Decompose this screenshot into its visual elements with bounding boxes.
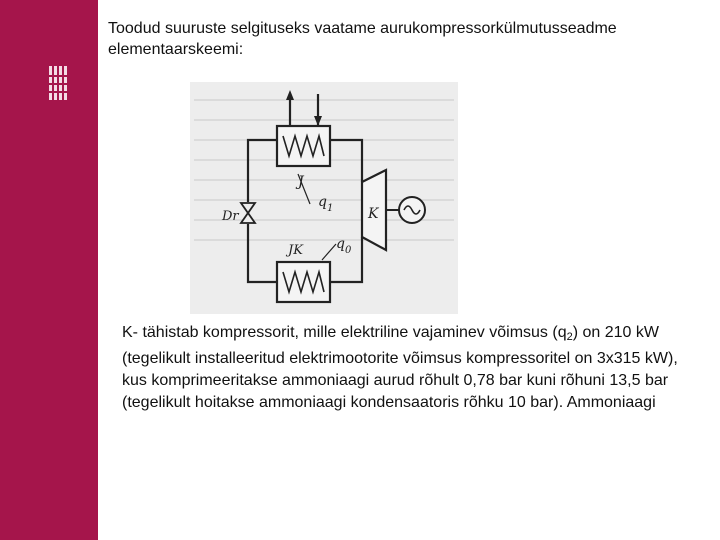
- condenser-box: [277, 126, 330, 166]
- q0-label: q: [336, 236, 345, 252]
- q0-sub-label: 0: [345, 245, 352, 256]
- compressor-label: K: [368, 206, 379, 222]
- throttle-label: Dr: [222, 209, 239, 224]
- throttle-valve: [241, 202, 255, 224]
- condenser-label: J: [298, 174, 304, 190]
- slide-logo-icon: [49, 66, 69, 100]
- caption-subscript: 2: [566, 331, 573, 343]
- evaporator-label: JK: [288, 243, 303, 258]
- caption-text-start: K- tähistab kompressorit, mille elektriline vajaminev võimsus (q: [122, 324, 567, 341]
- q1-label: q: [318, 194, 327, 210]
- refrigeration-scheme: [190, 82, 458, 314]
- evaporator-box: [277, 262, 330, 302]
- caption-text: [122, 322, 702, 414]
- intro-text: Toodud suuruste selgituseks vaatame aurukompressorkülmutusseadme elementaarskeemi:: [108, 20, 617, 58]
- motor-icon: [399, 197, 425, 223]
- q1-sub-label: 1: [327, 203, 334, 214]
- caption-text-end: ) on 210 kW (tegelikult installeeritud elektrimootorite võimsus kompressoritel on 3x315 kW), kus komprimeeritakse ammoniaagi aurud rõhult 0,78 bar kuni rõhuni 13,5 bar (tegelikult hoitakse ammoniaagi kondensaatoris rõhku 10 bar). Ammoniaagi: [122, 324, 678, 411]
